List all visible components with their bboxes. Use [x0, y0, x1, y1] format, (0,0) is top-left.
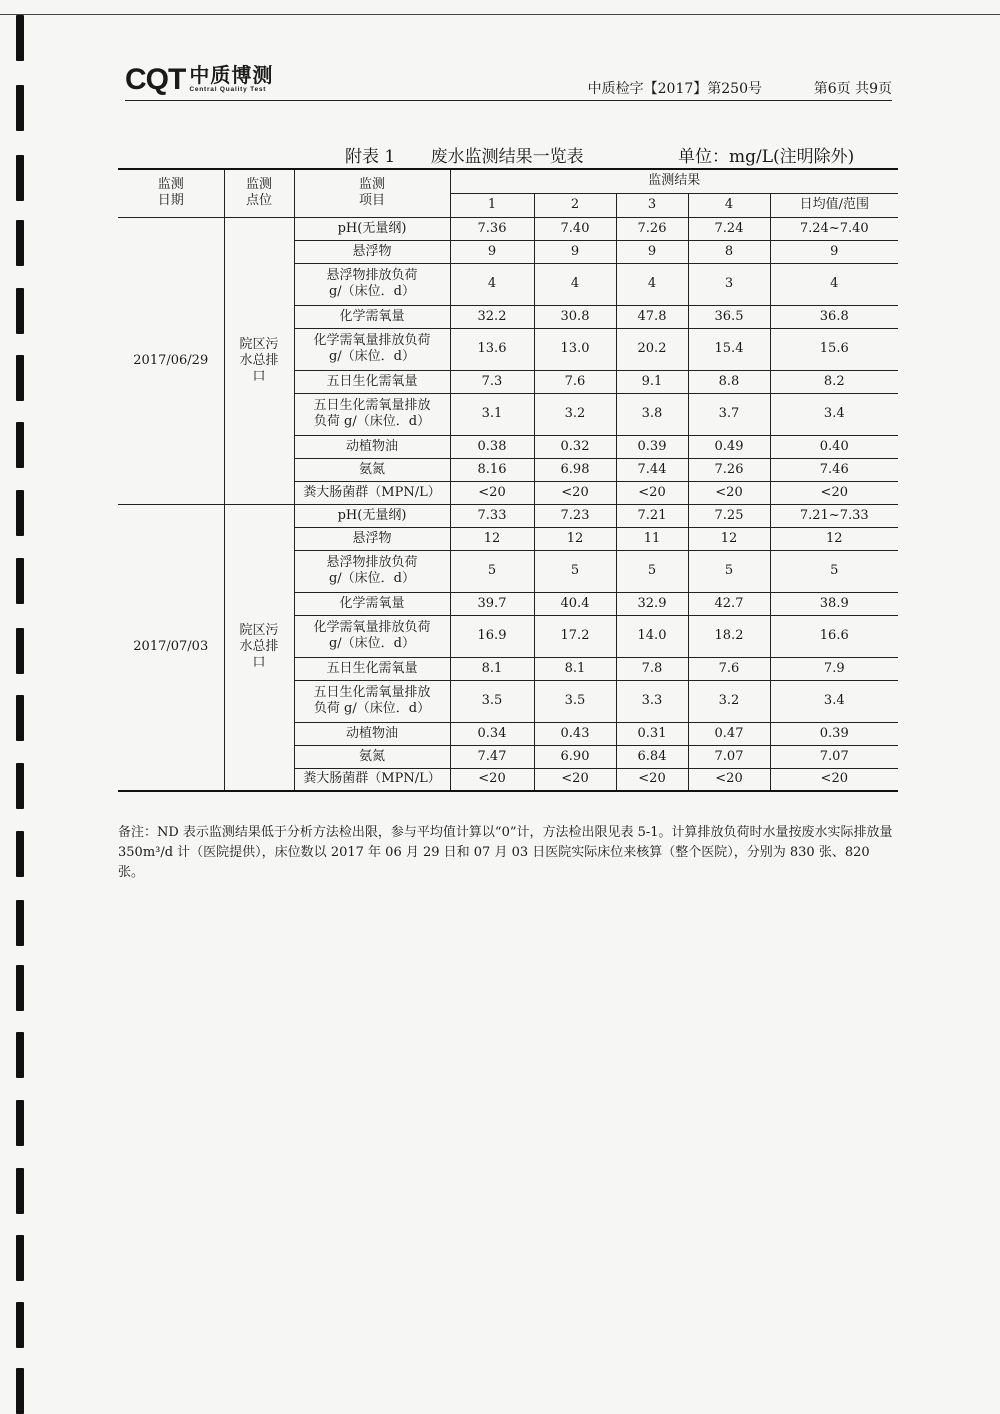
cell-item: 氨氮 — [294, 745, 450, 768]
cell-item: 氨氮 — [294, 458, 450, 481]
punch-hole — [16, 155, 24, 201]
cell-result: 3.1 — [450, 393, 534, 435]
cell-result: 36.5 — [688, 305, 770, 328]
cell-item: 化学需氧量排放负荷 g/（床位．d） — [294, 328, 450, 370]
cell-result: 42.7 — [688, 592, 770, 615]
punch-hole — [16, 1235, 24, 1281]
header-col-4: 4 — [688, 193, 770, 217]
cell-result: 16.9 — [450, 615, 534, 657]
cell-result: 39.7 — [450, 592, 534, 615]
cell-result: 17.2 — [534, 615, 616, 657]
cell-result: 5 — [534, 550, 616, 592]
cell-result: 7.07 — [688, 745, 770, 768]
cell-item: 五日生化需氧量 — [294, 657, 450, 680]
wastewater-results-table — [118, 168, 898, 792]
cell-daily-average: 0.39 — [770, 722, 898, 745]
table-row — [118, 217, 898, 240]
cell-result: 0.34 — [450, 722, 534, 745]
cell-result: 7.6 — [534, 370, 616, 393]
cell-result: 18.2 — [688, 615, 770, 657]
cell-result: 6.84 — [616, 745, 688, 768]
cell-item: pH(无量纲) — [294, 217, 450, 240]
cell-result: 13.6 — [450, 328, 534, 370]
cell-result: 40.4 — [534, 592, 616, 615]
cell-result: 8.1 — [450, 657, 534, 680]
cell-result: 3.5 — [534, 680, 616, 722]
cell-result: 9.1 — [616, 370, 688, 393]
cell-item: 化学需氧量排放负荷 g/（床位．d） — [294, 615, 450, 657]
cell-result: 8.1 — [534, 657, 616, 680]
table-unit: 单位：mg/L(注明除外) — [678, 147, 855, 167]
cell-result: 7.3 — [450, 370, 534, 393]
punch-hole — [16, 965, 24, 1011]
punch-hole — [16, 695, 24, 741]
cell-result: 0.38 — [450, 435, 534, 458]
cell-result: 15.4 — [688, 328, 770, 370]
header-col-2: 2 — [534, 193, 616, 217]
punch-hole — [16, 1302, 24, 1348]
cell-date: 2017/06/29 — [118, 217, 224, 504]
table-notes: 备注：ND 表示监测结果低于分析方法检出限，参与平均值计算以“0”计，方法检出限见表 5-1。计算排放负荷时水量按废水实际排放量 350m³/d 计（医院提供），床位数以 2017 年 06 月 29 日和 07 月 03 日医院实际床位来核算（整个医院），分别为 830 张、820 张。 — [118, 825, 893, 880]
cell-result: 7.44 — [616, 458, 688, 481]
cell-point: 院区污 水总排 口 — [224, 217, 294, 504]
table-title — [345, 142, 584, 167]
cell-item: 五日生化需氧量排放 负荷 g/（床位．d） — [294, 680, 450, 722]
cell-result: 7.47 — [450, 745, 534, 768]
cell-result: 7.26 — [616, 217, 688, 240]
company-logo — [125, 64, 273, 96]
cell-result: 4 — [534, 263, 616, 305]
cell-result: 9 — [534, 240, 616, 263]
cell-result: 12 — [534, 527, 616, 550]
cell-result: <20 — [616, 481, 688, 504]
cell-result: 0.49 — [688, 435, 770, 458]
cell-result: 12 — [450, 527, 534, 550]
cell-result: 0.39 — [616, 435, 688, 458]
punch-hole — [16, 763, 24, 809]
cell-item: 五日生化需氧量 — [294, 370, 450, 393]
cell-result: 5 — [688, 550, 770, 592]
cell-result: 7.8 — [616, 657, 688, 680]
cell-item: 悬浮物排放负荷 g/（床位．d） — [294, 263, 450, 305]
cell-result: 0.31 — [616, 722, 688, 745]
cell-result: <20 — [450, 768, 534, 791]
cell-result: 7.21 — [616, 504, 688, 527]
cell-result: 13.0 — [534, 328, 616, 370]
cell-daily-average: 7.24~7.40 — [770, 217, 898, 240]
cell-result: 7.6 — [688, 657, 770, 680]
cell-daily-average: 0.40 — [770, 435, 898, 458]
binding-punch-strip — [0, 0, 40, 1408]
cell-item: 悬浮物排放负荷 g/（床位．d） — [294, 550, 450, 592]
page-number: 第6页 共9页 — [813, 81, 892, 97]
cell-item: 五日生化需氧量排放 负荷 g/（床位．d） — [294, 393, 450, 435]
punch-hole — [16, 422, 24, 468]
cell-result: 4 — [450, 263, 534, 305]
cell-result: 3.2 — [534, 393, 616, 435]
cell-daily-average: 7.9 — [770, 657, 898, 680]
cell-result: 8.8 — [688, 370, 770, 393]
cell-result: 8 — [688, 240, 770, 263]
cell-result: 7.33 — [450, 504, 534, 527]
cell-item: 化学需氧量 — [294, 305, 450, 328]
cell-item: 动植物油 — [294, 435, 450, 458]
punch-hole — [16, 1168, 24, 1214]
cell-date: 2017/07/03 — [118, 504, 224, 791]
cell-daily-average: 7.07 — [770, 745, 898, 768]
cell-result: 5 — [616, 550, 688, 592]
cell-item: 粪大肠菌群（MPN/L） — [294, 481, 450, 504]
cell-result: 12 — [688, 527, 770, 550]
cell-daily-average: 8.2 — [770, 370, 898, 393]
punch-hole — [16, 628, 24, 674]
header-results: 监测结果 — [450, 169, 898, 193]
cell-result: 3 — [688, 263, 770, 305]
cell-result: 32.9 — [616, 592, 688, 615]
cell-result: <20 — [688, 768, 770, 791]
cell-daily-average: 3.4 — [770, 680, 898, 722]
cell-daily-average: 3.4 — [770, 393, 898, 435]
cell-result: 3.3 — [616, 680, 688, 722]
cell-daily-average: 9 — [770, 240, 898, 263]
cell-daily-average: 15.6 — [770, 328, 898, 370]
header-item: 监测 项目 — [294, 169, 450, 217]
cell-result: 30.8 — [534, 305, 616, 328]
report-number: 中质检字【2017】第250号 — [587, 81, 762, 97]
cell-result: <20 — [534, 768, 616, 791]
logo-chinese-name: 中质博测 — [189, 63, 274, 87]
cell-daily-average: 4 — [770, 263, 898, 305]
cell-result: 32.2 — [450, 305, 534, 328]
cell-result: 4 — [616, 263, 688, 305]
cell-result: 7.26 — [688, 458, 770, 481]
cell-result: 20.2 — [616, 328, 688, 370]
cell-result: 9 — [616, 240, 688, 263]
cell-result: <20 — [616, 768, 688, 791]
table-title-name: 废水监测结果一览表 — [430, 147, 584, 167]
cell-result: 7.24 — [688, 217, 770, 240]
punch-hole — [16, 220, 24, 266]
cell-result: 5 — [450, 550, 534, 592]
cell-daily-average: 7.21~7.33 — [770, 504, 898, 527]
cell-item: pH(无量纲) — [294, 504, 450, 527]
page-header — [125, 64, 892, 101]
cell-daily-average: 12 — [770, 527, 898, 550]
punch-hole — [16, 355, 24, 401]
cell-result: 9 — [450, 240, 534, 263]
cell-item: 化学需氧量 — [294, 592, 450, 615]
cell-daily-average: 7.46 — [770, 458, 898, 481]
header-date: 监测 日期 — [118, 169, 224, 217]
cell-item: 动植物油 — [294, 722, 450, 745]
punch-hole — [16, 1368, 24, 1414]
cell-point: 院区污 水总排 口 — [224, 504, 294, 791]
logo-mark: CQT — [125, 63, 186, 96]
cell-result: 3.8 — [616, 393, 688, 435]
cell-result: 14.0 — [616, 615, 688, 657]
cell-result: 6.98 — [534, 458, 616, 481]
logo-english-name: Central Quality Test — [189, 86, 267, 93]
header-col-avg: 日均值/范围 — [770, 193, 898, 217]
header-point: 监测 点位 — [224, 169, 294, 217]
header-col-3: 3 — [616, 193, 688, 217]
cell-result: 6.90 — [534, 745, 616, 768]
cell-result: 0.43 — [534, 722, 616, 745]
punch-hole — [16, 1032, 24, 1078]
table-row — [118, 504, 898, 527]
punch-hole — [16, 85, 24, 131]
cell-daily-average: 5 — [770, 550, 898, 592]
cell-result: 7.40 — [534, 217, 616, 240]
cell-daily-average: 36.8 — [770, 305, 898, 328]
cell-result: 7.23 — [534, 504, 616, 527]
cell-result: 3.7 — [688, 393, 770, 435]
header-col-1: 1 — [450, 193, 534, 217]
punch-hole — [16, 1100, 24, 1146]
cell-result: 3.2 — [688, 680, 770, 722]
cell-result: 8.16 — [450, 458, 534, 481]
cell-result: 0.32 — [534, 435, 616, 458]
cell-result: 7.25 — [688, 504, 770, 527]
cell-item: 悬浮物 — [294, 527, 450, 550]
cell-item: 粪大肠菌群（MPN/L） — [294, 768, 450, 791]
punch-hole — [16, 15, 24, 61]
cell-result: 7.36 — [450, 217, 534, 240]
punch-hole — [16, 288, 24, 334]
punch-hole — [16, 558, 24, 604]
cell-item: 悬浮物 — [294, 240, 450, 263]
cell-daily-average: 16.6 — [770, 615, 898, 657]
cell-result: <20 — [450, 481, 534, 504]
cell-daily-average: <20 — [770, 481, 898, 504]
cell-result: 3.5 — [450, 680, 534, 722]
punch-hole — [16, 900, 24, 946]
table-title-prefix: 附表 1 — [345, 147, 396, 167]
page-top-border — [0, 0, 1000, 15]
cell-daily-average: 38.9 — [770, 592, 898, 615]
punch-hole — [16, 831, 24, 877]
cell-daily-average: <20 — [770, 768, 898, 791]
cell-result: <20 — [534, 481, 616, 504]
cell-result: 11 — [616, 527, 688, 550]
cell-result: <20 — [688, 481, 770, 504]
cell-result: 0.47 — [688, 722, 770, 745]
punch-hole — [16, 490, 24, 536]
cell-result: 47.8 — [616, 305, 688, 328]
